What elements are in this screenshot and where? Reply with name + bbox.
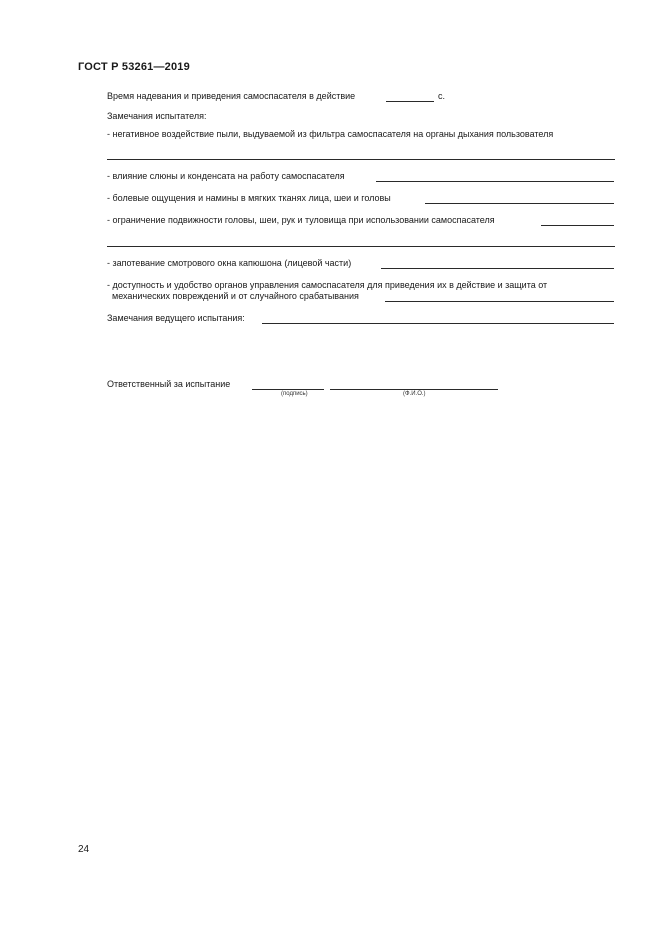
lead-remarks-field[interactable] bbox=[262, 323, 614, 324]
time-field[interactable] bbox=[386, 101, 434, 102]
remark-item-pain: - болевые ощущения и намины в мягких тканях лица, шеи и головы bbox=[107, 193, 391, 203]
remark-fogging-field[interactable] bbox=[381, 268, 614, 269]
remark-mobility-field[interactable] bbox=[541, 225, 614, 226]
remark-mobility-field-2[interactable] bbox=[107, 246, 615, 247]
time-unit: с. bbox=[438, 91, 446, 101]
remark-item-controls: - доступность и удобство органов управления самоспасателя для приведения их в действие и защита от bbox=[107, 280, 548, 290]
name-field[interactable] bbox=[330, 389, 498, 390]
remark-item-saliva: - влияние слюны и конденсата на работу самоспасателя bbox=[107, 171, 345, 181]
standard-header: ГОСТ Р 53261—2019 bbox=[78, 61, 190, 73]
time-label: Время надевания и приведения самоспасателя в действие bbox=[107, 91, 356, 101]
remark-item-dust-text: - негативное воздействие пыли, выдуваемой из фильтра самоспасателя на органы дыхания пользователя bbox=[107, 129, 554, 139]
remark-pain-field[interactable] bbox=[425, 203, 614, 204]
name-caption: (Ф.И.О.) bbox=[403, 391, 426, 397]
remark-saliva-field[interactable] bbox=[376, 181, 614, 182]
remark-dust-field[interactable] bbox=[107, 159, 615, 160]
signature-field[interactable] bbox=[252, 389, 324, 390]
page-number: 24 bbox=[78, 844, 90, 855]
responsible-label: Ответственный за испытание bbox=[107, 379, 231, 389]
tester-remarks-label: Замечания испытателя: bbox=[107, 111, 207, 121]
remark-item-controls-cont: механических повреждений и от случайного срабатывания bbox=[112, 291, 359, 301]
remark-controls-field[interactable] bbox=[385, 301, 614, 302]
lead-remarks-label: Замечания ведущего испытания: bbox=[107, 313, 245, 323]
signature-caption: (подпись) bbox=[281, 391, 308, 397]
remark-item-fogging: - запотевание смотрового окна капюшона (лицевой части) bbox=[107, 258, 352, 268]
remark-item-dust bbox=[107, 129, 614, 140]
remark-item-mobility: - ограничение подвижности головы, шеи, рук и туловища при использовании самоспасателя bbox=[107, 215, 495, 225]
